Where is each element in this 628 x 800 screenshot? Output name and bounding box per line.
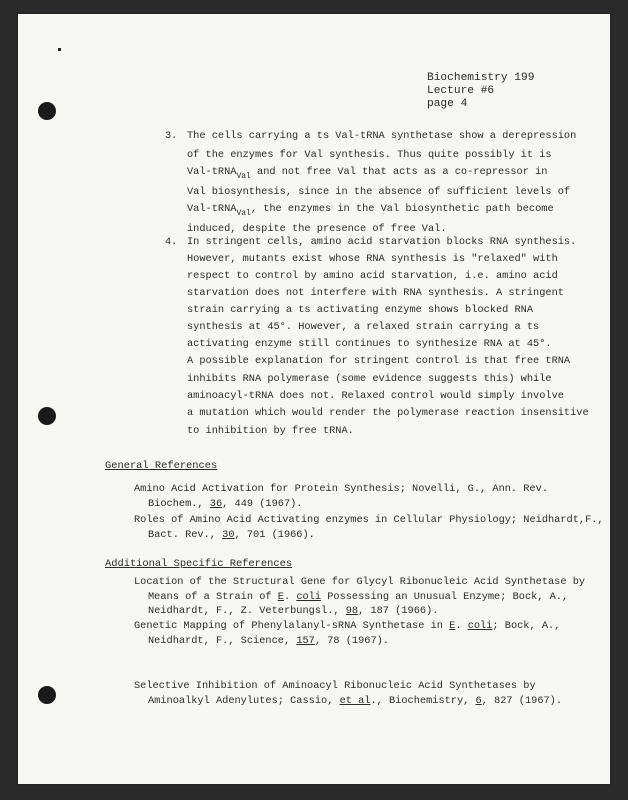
species-name: coli	[296, 590, 322, 603]
point-3-line-4: Val biosynthesis, since in the absence of sufficient levels of	[187, 186, 571, 198]
volume-number: 6	[475, 694, 482, 707]
specific-reference-1-line-3	[134, 604, 585, 619]
point-4-line-10: aminoacyl-tRNA does not. Relaxed control would simply involve	[187, 390, 564, 402]
genus-initial: E	[277, 590, 284, 603]
general-reference-1	[134, 482, 548, 511]
course-title: Biochemistry 199	[427, 72, 535, 84]
point-4-line-7: activating enzyme still continues to synthesize RNA at 45°.	[187, 338, 552, 350]
ref-text-rest: ; Bock, A.,	[492, 620, 561, 632]
journal-name: Neidhardt, F., Z. Veterbungsl.,	[148, 605, 346, 617]
ink-speck	[58, 48, 61, 51]
pages-year: , 78 (1967).	[314, 634, 390, 647]
pages-year: , 187 (1966).	[358, 605, 439, 617]
volume-number: 30	[222, 528, 235, 541]
val-trna: Val-tRNA	[187, 166, 237, 178]
point-4-line-6: synthesis at 45°. However, a relaxed strain carrying a ts	[187, 321, 540, 333]
page-number: page 4	[427, 98, 468, 110]
ref-text: Means of a Strain of	[148, 590, 278, 603]
specific-reference-1-line-2	[134, 590, 585, 605]
volume-number: 157	[296, 634, 315, 647]
journal-name: Biochem.,	[148, 497, 210, 510]
point-3-line-3	[187, 166, 548, 181]
point-3	[165, 130, 585, 250]
specific-reference-2-line-1	[134, 619, 560, 634]
specific-references-heading: Additional Specific References	[105, 558, 293, 570]
pages-year: , 827 (1967).	[481, 694, 563, 707]
punch-hole-bottom	[38, 686, 56, 704]
species-name: coli	[467, 620, 493, 632]
dot: .	[455, 620, 468, 632]
point-4-line-1: In stringent cells, amino acid starvation blocks RNA synthesis.	[187, 236, 577, 248]
journal-name: Neidhardt, F., Science,	[148, 634, 297, 647]
punch-hole-middle	[38, 407, 56, 425]
val-subscript-2: Val	[236, 209, 251, 218]
point-3-line-5	[187, 203, 554, 218]
volume-number: 98	[345, 605, 359, 617]
pages-year: , 701 (1966).	[234, 528, 315, 541]
general-reference-2-line-2	[134, 528, 604, 543]
lecture-number: Lecture #6	[427, 85, 495, 97]
ref-text: Aminoalkyl Adenylutes; Cassio,	[148, 694, 340, 707]
point-4-line-9: inhibits RNA polymerase (some evidence suggests this) while	[187, 373, 552, 385]
point-4-line-4: starvation does not interfere with RNA synthesis. A stringent	[187, 287, 564, 299]
val-trna-2: Val-tRNA	[187, 203, 237, 215]
point-4-line-3: respect to control by amino acid starvation, i.e. amino acid	[187, 270, 558, 282]
point-4	[165, 236, 589, 446]
page-header	[427, 72, 534, 111]
et-al: et al	[339, 694, 371, 707]
point-3-line-2: of the enzymes for Val synthesis. Thus quite possibly it is	[187, 149, 552, 161]
dot: .	[283, 590, 297, 603]
point-3-line-5-rest: , the enzymes in the Val biosynthetic path become	[250, 203, 554, 215]
specific-reference-3-line-2	[134, 694, 562, 709]
val-subscript: Val	[236, 172, 251, 181]
pages-year: , 449 (1967).	[222, 497, 303, 510]
point-3-number: 3.	[165, 130, 178, 142]
point-4-number: 4.	[165, 236, 178, 248]
point-3-line-6: induced, despite the presence of free Val.	[187, 223, 447, 235]
point-4-line-8: A possible explanation for stringent control is that free tRNA	[187, 355, 571, 367]
document-page	[18, 14, 610, 784]
general-reference-1-line-1: Amino Acid Activation for Protein Synthesis; Novelli, G., Ann. Rev.	[134, 483, 549, 495]
point-4-line-2: However, mutants exist whose RNA synthesis is "relaxed" with	[187, 253, 558, 265]
journal-name: Bact. Rev.,	[148, 528, 223, 541]
general-reference-2	[134, 513, 604, 542]
specific-reference-3	[134, 679, 562, 708]
ref-text: Genetic Mapping of Phenylalanyl-sRNA Synthetase in	[134, 620, 450, 632]
point-4-line-11: a mutation which would render the polymerase reaction insensitive	[187, 407, 589, 419]
point-3-line-3-rest: and not free Val that acts as a co-repressor in	[250, 166, 548, 178]
point-3-line-1: The cells carrying a ts Val-tRNA synthetase show a derepression	[187, 130, 577, 142]
journal-name: ., Biochemistry,	[370, 694, 476, 707]
specific-reference-2-line-2	[134, 634, 560, 649]
volume-number: 36	[209, 497, 223, 510]
specific-reference-1	[134, 575, 585, 619]
punch-hole-top	[38, 102, 56, 120]
specific-reference-1-line-1: Location of the Structural Gene for Glycyl Ribonucleic Acid Synthetase by	[134, 576, 586, 588]
point-4-line-5: strain carrying a ts activating enzyme shows blocked RNA	[187, 304, 534, 316]
general-reference-2-line-1: Roles of Amino Acid Activating enzymes in Cellular Physiology; Neidhardt,F.,	[134, 514, 604, 526]
specific-reference-2	[134, 619, 560, 648]
genus-initial: E	[449, 620, 456, 632]
general-reference-1-line-2	[134, 497, 548, 512]
ref-text-rest: Possessing an Unusual Enzyme; Bock, A.,	[321, 590, 569, 603]
general-references-heading: General References	[105, 460, 218, 472]
point-4-line-12: to inhibition by free tRNA.	[187, 425, 354, 437]
specific-reference-3-line-1: Selective Inhibition of Aminoacyl Ribonucleic Acid Synthetases by	[134, 680, 536, 692]
